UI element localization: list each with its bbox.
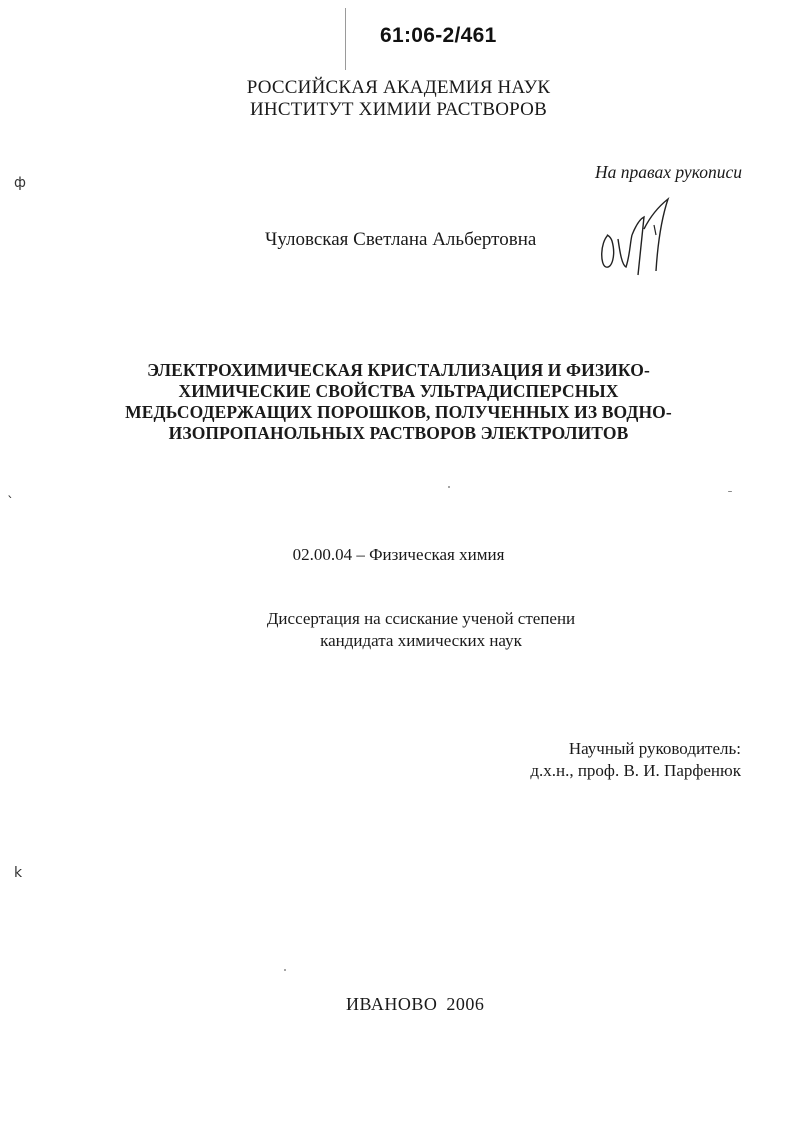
title-line: ХИМИЧЕСКИЕ СВОЙСТВА УЛЬТРАДИСПЕРСНЫХ xyxy=(178,381,619,401)
title-line: ЭЛЕКТРОХИМИЧЕСКАЯ КРИСТАЛЛИЗАЦИЯ И ФИЗИКО- xyxy=(147,360,650,380)
supervisor-name: д.х.н., проф. В. И. Парфенюк xyxy=(530,761,741,780)
supervisor-label: Научный руководитель: xyxy=(568,739,741,758)
city-and-year: ИВАНОВО 2006 xyxy=(346,994,485,1014)
scan-speck xyxy=(448,486,450,488)
scan-speck xyxy=(728,491,732,492)
margin-mark: k xyxy=(14,865,23,881)
degree-line-1: Диссертация на ссискание ученой степени xyxy=(266,609,576,628)
title-line: ИЗОПРОПАНОЛЬНЫХ РАСТВОРОВ ЭЛЕКТРОЛИТОВ xyxy=(168,423,629,443)
specialty-code: 02.00.04 – Физическая химия xyxy=(292,545,505,564)
scientific-supervisor xyxy=(530,738,741,782)
dissertation-title xyxy=(60,360,737,444)
margin-mark: ф xyxy=(14,175,26,191)
author-name: Чуловская Светлана Альбертовна xyxy=(265,229,537,250)
handwritten-signature xyxy=(596,195,676,285)
archive-stamp-number: 61:06-2/461 xyxy=(380,24,497,47)
degree-statement xyxy=(0,608,797,652)
scan-tick-mark xyxy=(345,8,346,70)
manuscript-rights-note: На правах рукописи xyxy=(595,162,742,182)
scan-speck xyxy=(284,969,286,971)
degree-line-2: кандидата химических наук xyxy=(320,631,522,650)
organization-line-2: ИНСТИТУТ ХИМИИ РАСТВОРОВ xyxy=(250,99,547,120)
organization-line-1: РОССИЙСКАЯ АКАДЕМИЯ НАУК xyxy=(246,77,551,98)
title-line: МЕДЬСОДЕРЖАЩИХ ПОРОШКОВ, ПОЛУЧЕННЫХ ИЗ ВОДНО- xyxy=(125,402,672,422)
